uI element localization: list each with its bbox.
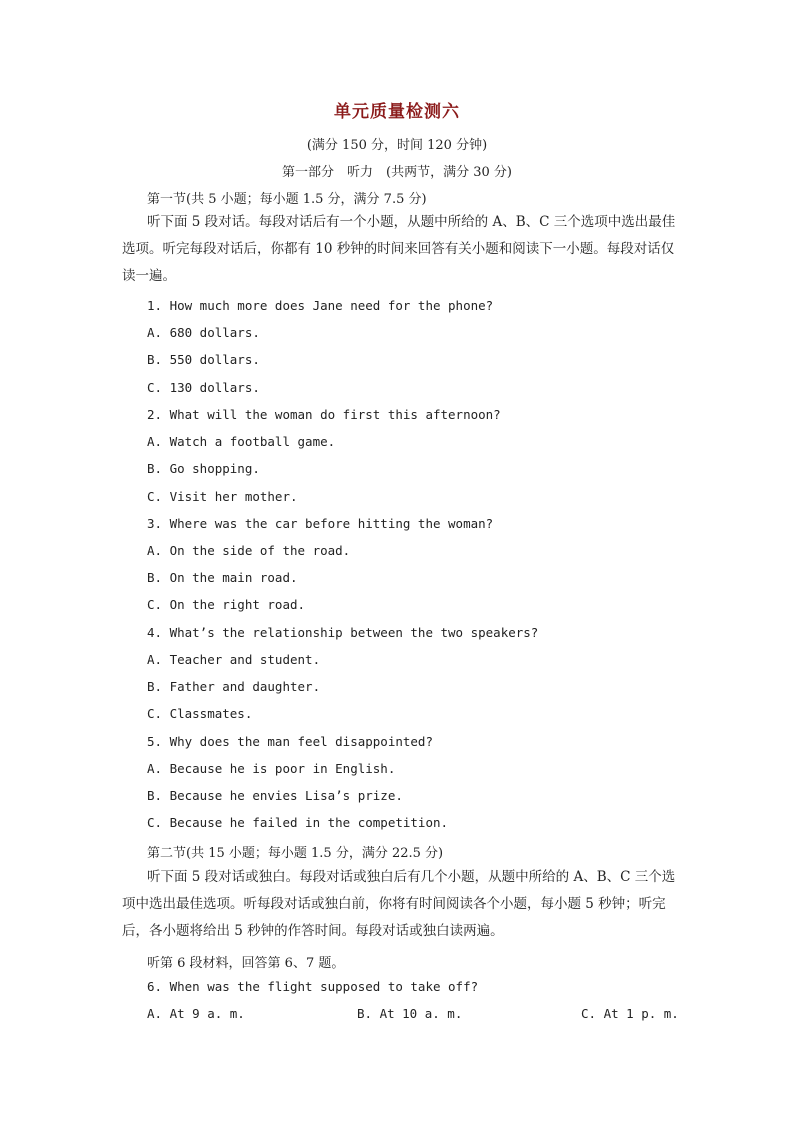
question-5: 5. Why does the man feel disappointed? — [147, 734, 433, 749]
question-6: 6. When was the flight supposed to take off? — [147, 979, 479, 994]
question-1-option-a: A. 680 dollars. — [147, 325, 260, 340]
question-5-option-a: A. Because he is poor in English. — [147, 761, 396, 776]
question-3-option-c: C. On the right road. — [147, 597, 306, 612]
question-3-option-b: B. On the main road. — [147, 570, 298, 585]
question-4-option-a: A. Teacher and student. — [147, 652, 321, 667]
question-4: 4. What’s the relationship between the two speakers? — [147, 625, 539, 640]
question-5-option-b: B. Because he envies Lisa’s prize. — [147, 788, 403, 803]
material-6-instruction: 听第 6 段材料，回答第 6、7 题。 — [147, 956, 345, 971]
question-6-option-b: B. At 10 a. m. — [357, 1006, 463, 1021]
question-5-option-c: C. Because he failed in the competition. — [147, 815, 449, 830]
question-1-option-c: C. 130 dollars. — [147, 380, 260, 395]
question-6-option-a: A. At 9 a. m. — [147, 1006, 245, 1021]
question-4-option-b: B. Father and daughter. — [147, 679, 321, 694]
question-1-option-b: B. 550 dollars. — [147, 352, 260, 367]
section2-instructions: 听下面 5 段对话或独白。每段对话或独白后有几个小题，从题中所给的 A、B、C 三个选项中选出最佳选项。听每段对话或独白前，你将有时间阅读各个小题，每小题 5 秒钟；听完后，各小题将给出 5 秒钟的作答时间。每段对话或独白读两遍。 — [122, 869, 676, 939]
question-2-option-b: B. Go shopping. — [147, 461, 260, 476]
section2-heading: 第二节(共 15 小题；每小题 1.5 分，满分 22.5 分) — [147, 846, 444, 861]
question-4-option-c: C. Classmates. — [147, 706, 253, 721]
question-2-option-a: A. Watch a football game. — [147, 434, 336, 449]
question-2: 2. What will the woman do first this afternoon? — [147, 407, 501, 422]
part1-heading: 第一部分 听力 (共两节，满分 30 分) — [282, 165, 512, 180]
question-3-option-a: A. On the side of the road. — [147, 543, 351, 558]
question-6-option-c: C. At 1 p. m. — [581, 1006, 679, 1021]
question-2-option-c: C. Visit her mother. — [147, 489, 298, 504]
section1-instructions: 听下面 5 段对话。每段对话后有一个小题，从题中所给的 A、B、C 三个选项中选出最佳选项。听完每段对话后，你都有 10 秒钟的时间来回答有关小题和阅读下一小题。每段对话仅读一遍。 — [122, 214, 676, 284]
question-1: 1. How much more does Jane need for the phone? — [147, 298, 494, 313]
exam-subtitle: (满分 150 分，时间 120 分钟) — [306, 138, 488, 153]
question-3: 3. Where was the car before hitting the woman? — [147, 516, 494, 531]
page-title: 单元质量检测六 — [334, 102, 460, 122]
section1-heading: 第一节(共 5 小题；每小题 1.5 分，满分 7.5 分) — [147, 192, 427, 207]
